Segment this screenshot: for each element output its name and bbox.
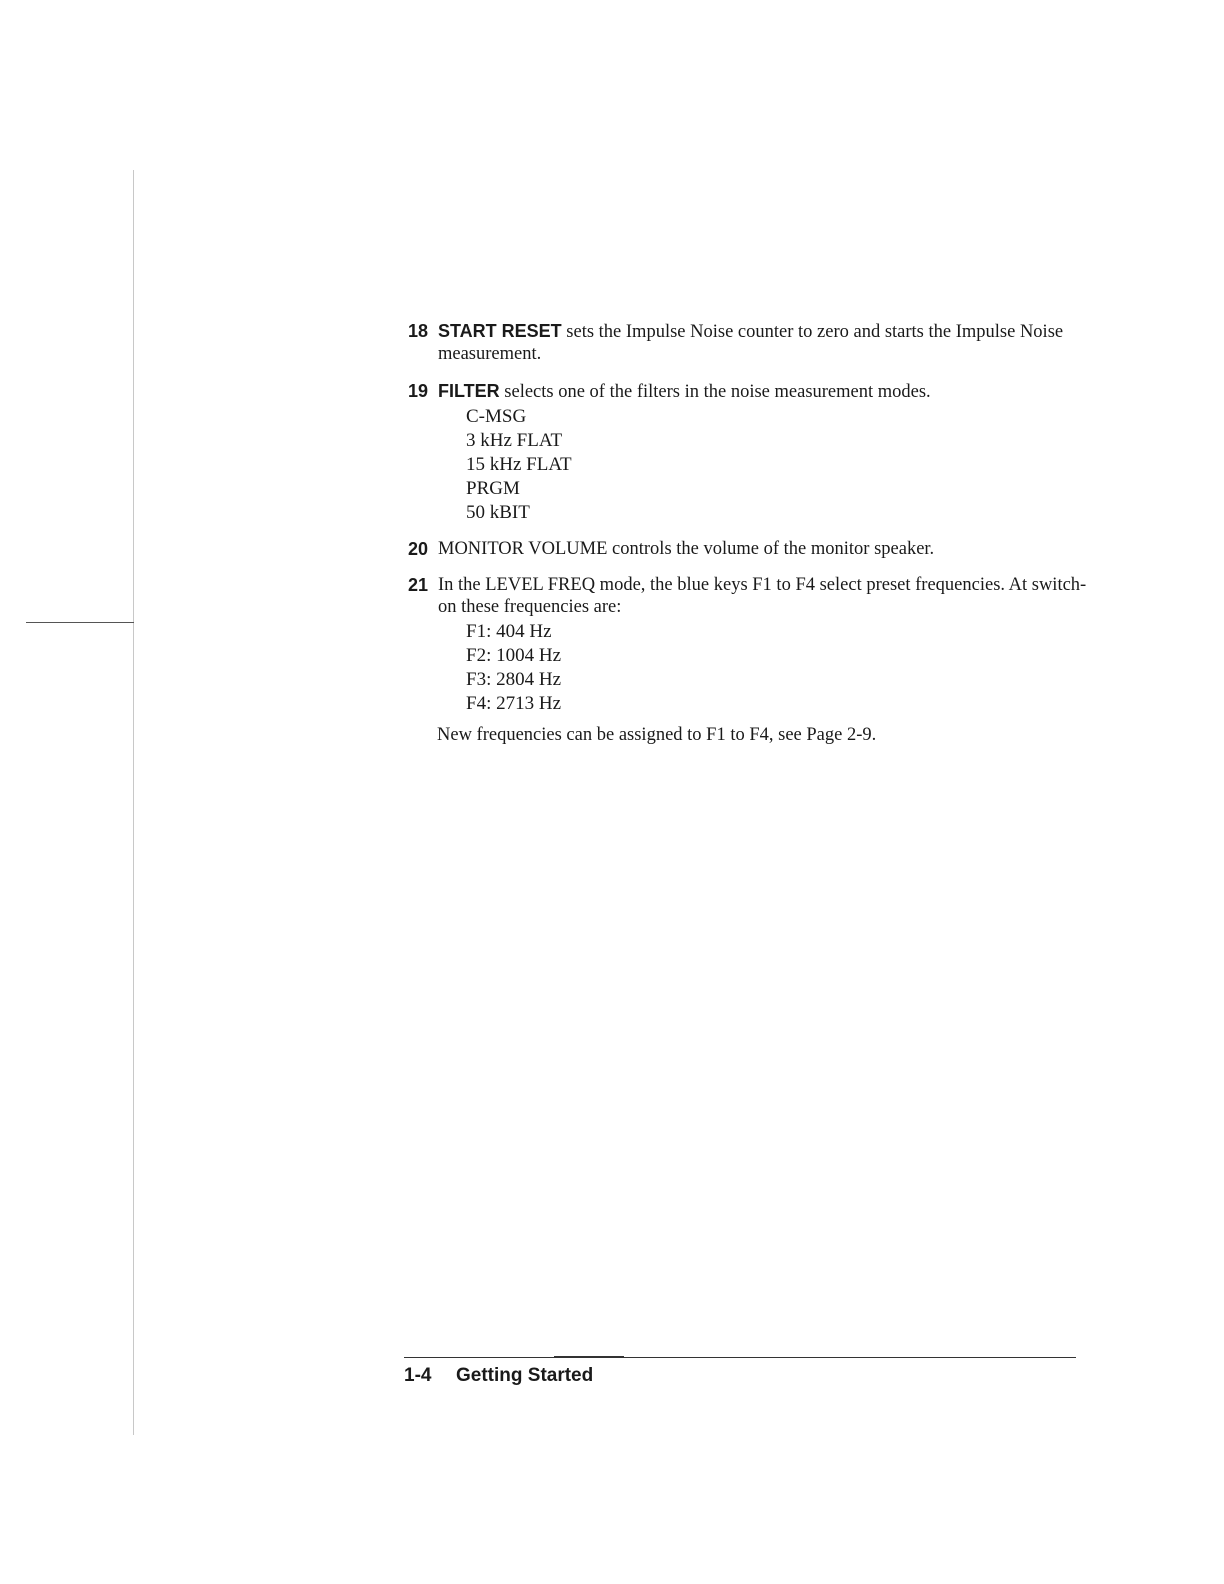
item-description: sets the Impulse Noise counter to zero and starts the Impulse Noise measurement.	[438, 322, 1064, 364]
list-item: F1: 404 Hz	[466, 621, 552, 642]
item-18	[408, 320, 1088, 365]
list-item: F4: 2713 Hz	[466, 693, 561, 714]
item-body	[438, 380, 1088, 403]
frequency-note: New frequencies can be assigned to F1 to F4, see Page 2-9.	[437, 725, 877, 745]
footer-rule	[404, 1357, 1076, 1358]
preset-frequency-list	[466, 620, 1088, 716]
key-label: START RESET	[438, 321, 562, 341]
item-number: 18	[408, 321, 429, 341]
list-item: PRGM	[466, 478, 520, 499]
list-item: F3: 2804 Hz	[466, 669, 561, 690]
item-19	[408, 380, 1088, 525]
item-number: 20	[408, 539, 429, 559]
key-label: FILTER	[438, 381, 500, 401]
list-item: 3 kHz FLAT	[466, 430, 563, 451]
filter-options-list	[466, 405, 1088, 525]
binding-edge-line	[133, 170, 134, 1435]
list-item: 15 kHz FLAT	[466, 454, 572, 475]
page-number: 1-4	[404, 1365, 432, 1386]
item-description: In the LEVEL FREQ mode, the blue keys F1 to F4 select preset frequencies. At switch-on these frequencies are:	[438, 575, 1087, 617]
item-20	[408, 538, 1088, 560]
item-21	[408, 574, 1088, 716]
item-number: 21	[408, 575, 429, 595]
item-description: MONITOR VOLUME controls the volume of the monitor speaker.	[438, 539, 935, 559]
item-description: selects one of the filters in the noise measurement modes.	[499, 382, 931, 402]
list-item: C-MSG	[466, 406, 527, 427]
list-item: 50 kBIT	[466, 502, 530, 523]
list-item: F2: 1004 Hz	[466, 645, 561, 666]
item-body	[438, 320, 1088, 365]
footer-rule-accent	[554, 1356, 624, 1358]
section-title: Getting Started	[456, 1365, 594, 1386]
page-footer	[404, 1364, 593, 1388]
item-number: 19	[408, 381, 429, 401]
margin-tick-line	[26, 622, 134, 623]
